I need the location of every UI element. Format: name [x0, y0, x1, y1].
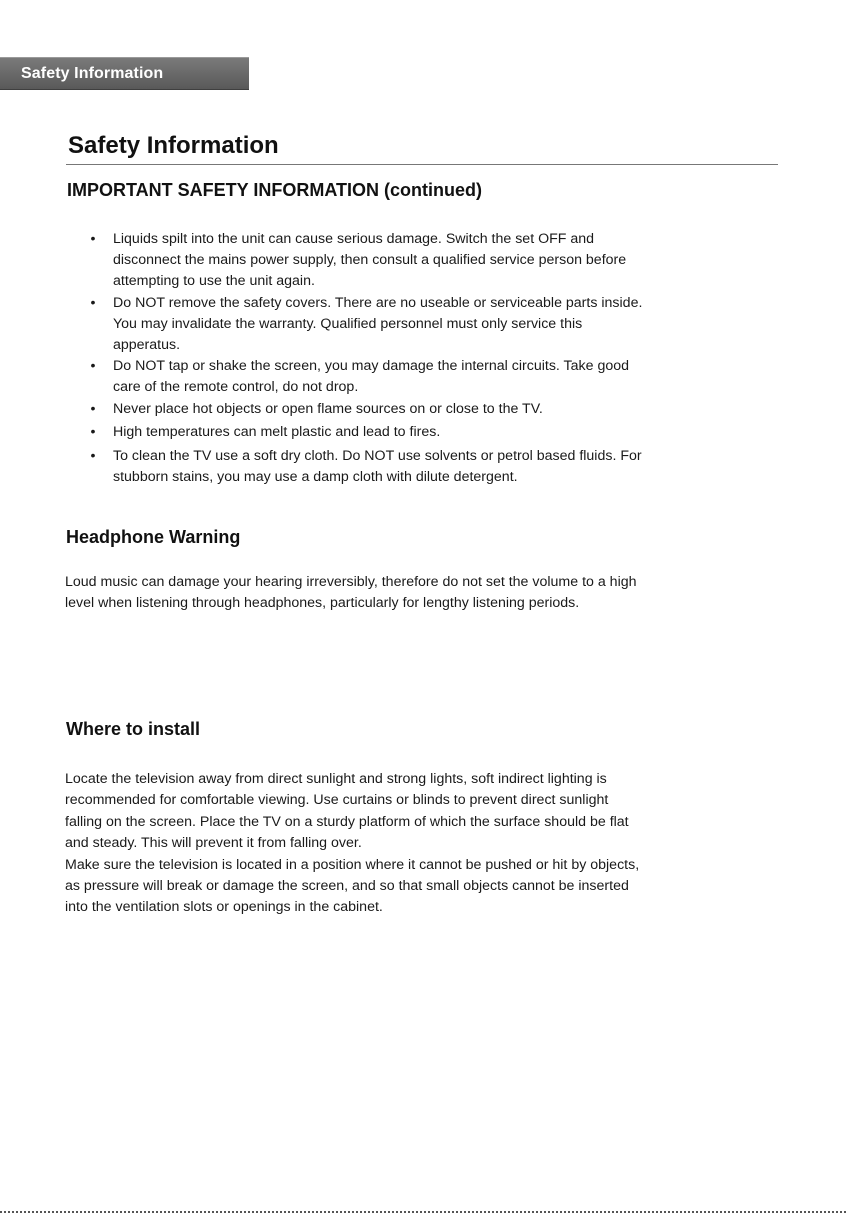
paragraph-line: into the ventilation slots or openings in the cabinet.: [65, 899, 383, 916]
page-title: Safety Information: [68, 132, 279, 159]
headphone-heading: Headphone Warning: [66, 527, 241, 547]
paragraph-line: level when listening through headphones, particularly for lengthy listening periods.: [65, 595, 580, 612]
bullet-item: [88, 446, 708, 488]
paragraph-line: Locate the television away from direct sunlight and strong lights, soft indirect lighting is: [65, 771, 607, 787]
paragraph-line: and steady. This will prevent it from falling over.: [65, 835, 362, 852]
headphone-paragraph: [65, 572, 705, 615]
bullet-line: care of the remote control, do not drop.: [113, 379, 359, 396]
bullet-item: [88, 356, 708, 398]
bullet-dot-icon: •: [90, 231, 96, 247]
bullet-line: High temperatures can melt plastic and lead to fires.: [113, 423, 441, 440]
bullet-line: apperatus.: [113, 337, 181, 354]
bullet-line: Never place hot objects or open flame sources on or close to the TV.: [113, 400, 543, 417]
install-heading: Where to install: [66, 719, 201, 739]
paragraph-line: Make sure the television is located in a position where it cannot be pushed or hit by objects,: [65, 856, 640, 873]
bullet-line: stubborn stains, you may use a damp cloth with dilute detergent.: [113, 469, 518, 486]
install-paragraph: [65, 769, 705, 919]
bullet-dot-icon: •: [90, 358, 96, 375]
bullet-item: [88, 422, 708, 443]
bullet-line: Do NOT tap or shake the screen, you may damage the internal circuits. Take good: [113, 358, 630, 375]
paragraph-line: recommended for comfortable viewing. Use curtains or blinds to prevent direct sunlight: [65, 792, 609, 809]
section-tab-label: Safety Information: [21, 65, 164, 82]
safety-bullet-list: [88, 229, 708, 488]
bullet-item: [88, 293, 708, 357]
bullet-line: attempting to use the unit again.: [113, 273, 315, 290]
bullet-item: [88, 229, 708, 293]
bullet-line: Liquids spilt into the unit can cause serious damage. Switch the set OFF and: [113, 231, 595, 247]
paragraph-line: falling on the screen. Place the TV on a sturdy platform of which the surface should be flat: [65, 813, 629, 830]
section-tab: [0, 57, 249, 90]
bullet-line: Do NOT remove the safety covers. There are no useable or serviceable parts inside.: [113, 294, 643, 311]
bullet-dot-icon: •: [90, 294, 96, 311]
paragraph-line: Loud music can damage your hearing irreversibly, therefore do not set the volume to a high: [65, 574, 637, 590]
bullet-line: To clean the TV use a soft dry cloth. Do NOT use solvents or petrol based fluids. For: [113, 448, 642, 465]
bullet-item: [88, 399, 708, 420]
page-bottom-border: [0, 1211, 846, 1213]
paragraph-line: as pressure will break or damage the screen, and so that small objects cannot be inserted: [65, 878, 629, 895]
bullet-dot-icon: •: [90, 423, 96, 440]
title-divider: [66, 164, 778, 165]
bullet-dot-icon: •: [90, 400, 96, 417]
bullet-line: disconnect the mains power supply, then consult a qualified service person before: [113, 252, 627, 269]
section-subtitle: IMPORTANT SAFETY INFORMATION (continued): [67, 180, 482, 200]
bullet-dot-icon: •: [90, 448, 96, 465]
bullet-line: You may invalidate the warranty. Qualified personnel must only service this: [113, 315, 583, 332]
